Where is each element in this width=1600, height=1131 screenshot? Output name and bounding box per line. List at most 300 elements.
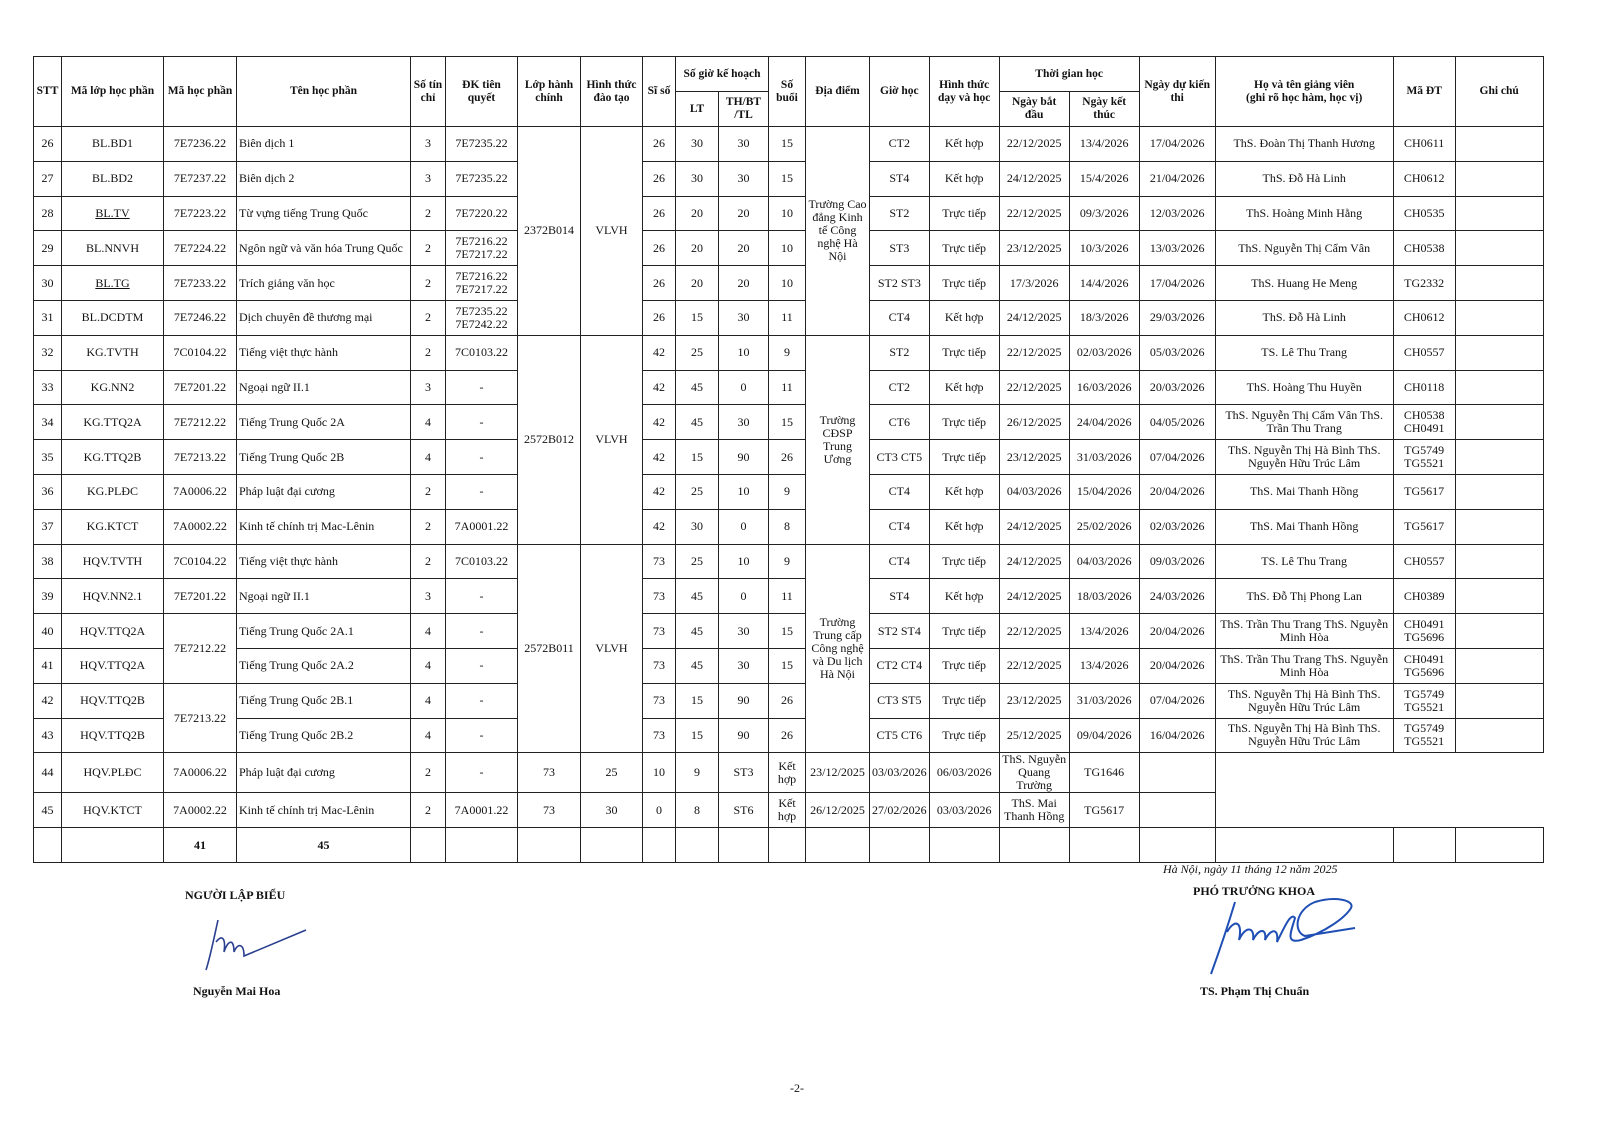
cell-ma-dt: CH0612 <box>1393 300 1455 335</box>
cell-so-tin: 4 <box>411 648 446 683</box>
cell-gio-hoc: CT6 <box>870 405 930 440</box>
cell-giang-vien: ThS. Đỗ Hà Linh <box>1215 300 1393 335</box>
cell-giang-vien: ThS. Trần Thu Trang ThS. Nguyễn Minh Hòa <box>1215 648 1393 683</box>
cell-th: 10 <box>719 474 769 509</box>
cell-ma-lop: HQV.PLĐC <box>62 753 164 793</box>
cell-so-tin: 3 <box>411 579 446 614</box>
table-row <box>34 718 1544 753</box>
cell-ma-hp: 7C0104.22 <box>164 335 237 370</box>
cell-empty <box>929 828 999 863</box>
cell-so-tin: 2 <box>411 474 446 509</box>
cell-ma-hp: 7E7201.22 <box>164 370 237 405</box>
cell-hinh-thuc-dh: Trực tiếp <box>929 544 999 579</box>
cell-th: 10 <box>643 753 676 793</box>
cell-so-buoi: 10 <box>769 266 806 301</box>
cell-so-tin: 2 <box>411 793 446 828</box>
cell-ma-dt: TG5617 <box>1069 793 1139 828</box>
cell-lt: 20 <box>676 231 719 266</box>
cell-ket-thuc: 03/03/2026 <box>870 753 930 793</box>
cell-bat-dau: 24/12/2025 <box>999 300 1069 335</box>
cell-si-so: 73 <box>643 544 676 579</box>
cell-ngay-thi: 20/04/2026 <box>1139 614 1215 649</box>
cell-ghi-chu <box>1455 683 1543 718</box>
cell-stt: 37 <box>34 509 62 544</box>
cell-giang-vien: ThS. Đỗ Hà Linh <box>1215 161 1393 196</box>
cell-so-tin: 2 <box>411 509 446 544</box>
cell-gio-hoc: ST4 <box>870 579 930 614</box>
cell-ten-hp: Biên dịch 1 <box>237 127 411 162</box>
cell-ket-thuc: 04/03/2026 <box>1069 544 1139 579</box>
cell-so-buoi: 9 <box>769 335 806 370</box>
cell-so-tin: 2 <box>411 266 446 301</box>
cell-ma-dt: CH0538 <box>1393 231 1455 266</box>
table-row <box>34 509 1544 544</box>
cell-hinh-thuc-dh: Kết hợp <box>929 509 999 544</box>
header-si-so: Sĩ số <box>643 57 676 127</box>
cell-ngay-thi: 17/04/2026 <box>1139 266 1215 301</box>
cell-so-tin: 2 <box>411 300 446 335</box>
header-th: TH/BT /TL <box>719 92 769 127</box>
cell-hinh-thuc-dh: Kết hợp <box>769 793 806 828</box>
cell-gio-hoc: CT2 <box>870 127 930 162</box>
cell-ngay-thi: 06/03/2026 <box>929 753 999 793</box>
cell-gio-hoc: CT4 <box>870 509 930 544</box>
cell-si-so: 42 <box>643 474 676 509</box>
cell-ghi-chu <box>1139 793 1215 828</box>
cell-ma-dt: CH0491 TG5696 <box>1393 648 1455 683</box>
cell-ma-lop: HQV.KTCT <box>62 793 164 828</box>
cell-so-tin: 2 <box>411 753 446 793</box>
cell-si-so: 42 <box>643 335 676 370</box>
cell-so-buoi: 8 <box>769 509 806 544</box>
cell-ma-lop: BL.BD2 <box>62 161 164 196</box>
cell-lt: 45 <box>676 579 719 614</box>
cell-hinh-thuc-dh: Trực tiếp <box>929 614 999 649</box>
cell-si-so: 26 <box>643 231 676 266</box>
cell-gio-hoc: CT4 <box>870 474 930 509</box>
cell-dk: - <box>446 579 518 614</box>
cell-hinh-thuc-dh: Kết hợp <box>929 370 999 405</box>
table-row <box>34 648 1544 683</box>
cell-ma-lop: HQV.TVTH <box>62 544 164 579</box>
cell-empty <box>999 828 1069 863</box>
cell-si-so: 42 <box>643 370 676 405</box>
cell-ten-hp: Từ vựng tiếng Trung Quốc <box>237 196 411 231</box>
table-row <box>34 683 1544 718</box>
cell-ma-hp: 7A0002.22 <box>164 793 237 828</box>
cell-dk: - <box>446 440 518 475</box>
cell-stt: 34 <box>34 405 62 440</box>
cell-ma-lop: HQV.TTQ2A <box>62 614 164 649</box>
cell-ghi-chu <box>1455 196 1543 231</box>
cell-dk: 7E7235.22 <box>446 127 518 162</box>
totals-row <box>34 828 1544 863</box>
cell-so-buoi: 8 <box>676 793 719 828</box>
cell-ket-thuc: 09/3/2026 <box>1069 196 1139 231</box>
cell-hinh-thuc-dh: Trực tiếp <box>929 231 999 266</box>
cell-gio-hoc: CT2 <box>870 370 930 405</box>
cell-ma-hp: 7A0006.22 <box>164 753 237 793</box>
cell-ngay-thi: 24/03/2026 <box>1139 579 1215 614</box>
cell-dk: 7E7220.22 <box>446 196 518 231</box>
cell-ket-thuc: 27/02/2026 <box>870 793 930 828</box>
cell-stt: 28 <box>34 196 62 231</box>
cell-ma-lop: KG.TVTH <box>62 335 164 370</box>
cell-stt: 26 <box>34 127 62 162</box>
cell-ma-hp: 7E7224.22 <box>164 231 237 266</box>
cell-stt: 41 <box>34 648 62 683</box>
cell-ma-hp: 7E7246.22 <box>164 300 237 335</box>
cell-lop-hc: 2572B011 <box>518 544 581 753</box>
cell-so-buoi: 15 <box>769 405 806 440</box>
cell-ma-lop: KG.TTQ2B <box>62 440 164 475</box>
cell-ngay-thi: 17/04/2026 <box>1139 127 1215 162</box>
cell-ngay-thi: 12/03/2026 <box>1139 196 1215 231</box>
cell-si-so: 73 <box>643 614 676 649</box>
cell-stt: 44 <box>34 753 62 793</box>
cell-bat-dau: 22/12/2025 <box>999 127 1069 162</box>
cell-lt: 25 <box>676 335 719 370</box>
cell-ma-lop: BL.TG <box>62 266 164 301</box>
page-number: -2- <box>790 1081 804 1095</box>
cell-ma-hp: 7E7212.22 <box>164 614 237 684</box>
cell-empty <box>719 828 769 863</box>
cell-ngay-thi: 09/03/2026 <box>1139 544 1215 579</box>
header-so-tin: Số tín chỉ <box>411 57 446 127</box>
cell-so-tin: 2 <box>411 196 446 231</box>
cell-ma-lop: KG.TTQ2A <box>62 405 164 440</box>
cell-ma-lop: KG.KTCT <box>62 509 164 544</box>
cell-ma-lop: HQV.NN2.1 <box>62 579 164 614</box>
cell-ket-thuc: 18/03/2026 <box>1069 579 1139 614</box>
cell-giang-vien: ThS. Nguyễn Thị Hà Bình ThS. Nguyễn Hữu Trúc Lâm <box>1215 683 1393 718</box>
cell-ket-thuc: 13/4/2026 <box>1069 127 1139 162</box>
cell-ket-thuc: 18/3/2026 <box>1069 300 1139 335</box>
cell-bat-dau: 23/12/2025 <box>999 440 1069 475</box>
cell-dk: 7E7235.22 7E7242.22 <box>446 300 518 335</box>
table-row <box>34 793 1544 828</box>
cell-lt: 45 <box>676 648 719 683</box>
cell-so-buoi: 15 <box>769 614 806 649</box>
cell-giang-vien: ThS. Huang He Meng <box>1215 266 1393 301</box>
cell-dia-diem: Trường Trung cấp Công nghệ và Du lịch Hà Nội <box>806 544 870 753</box>
cell-giang-vien: ThS. Nguyễn Thị Cẩm Vân <box>1215 231 1393 266</box>
table-row <box>34 405 1544 440</box>
cell-ma-dt: CH0491 TG5696 <box>1393 614 1455 649</box>
cell-gio-hoc: ST2 <box>870 196 930 231</box>
header-ten-hp: Tên học phần <box>237 57 411 127</box>
cell-so-tin: 4 <box>411 440 446 475</box>
cell-th: 0 <box>643 793 676 828</box>
cell-so-tin: 2 <box>411 544 446 579</box>
cell-gio-hoc: CT3 CT5 <box>870 440 930 475</box>
cell-ghi-chu <box>1455 127 1543 162</box>
cell-lt: 25 <box>676 544 719 579</box>
cell-lt: 30 <box>581 793 643 828</box>
cell-so-buoi: 26 <box>769 718 806 753</box>
cell-gio-hoc: ST6 <box>719 793 769 828</box>
cell-hinh-thuc-dt: VLVH <box>581 127 643 336</box>
cell-ma-hp: 7E7212.22 <box>164 405 237 440</box>
cell-lop-hc: 2372B014 <box>518 127 581 336</box>
header-bat-dau: Ngày bắt đầu <box>999 92 1069 127</box>
cell-giang-vien: ThS. Đỗ Thị Phong Lan <box>1215 579 1393 614</box>
table-row <box>34 196 1544 231</box>
header-giang-vien-sub: (ghi rõ học hàm, học vị) <box>1246 91 1363 104</box>
left-sign-title: NGƯỜI LẬP BIỂU <box>185 888 286 902</box>
header-giang-vien <box>1215 57 1393 127</box>
header-thoi-gian: Thời gian học <box>999 57 1139 92</box>
header-ma-dt: Mã ĐT <box>1393 57 1455 127</box>
table-body <box>34 127 1544 863</box>
cell-giang-vien: ThS. Mai Thanh Hồng <box>1215 509 1393 544</box>
cell-ten-hp: Tiếng Trung Quốc 2B.2 <box>237 718 411 753</box>
cell-ma-dt: TG5749 TG5521 <box>1393 718 1455 753</box>
table-row <box>34 300 1544 335</box>
cell-ket-thuc: 15/4/2026 <box>1069 161 1139 196</box>
cell-ghi-chu <box>1455 544 1543 579</box>
cell-ket-thuc: 16/03/2026 <box>1069 370 1139 405</box>
cell-ma-lop: BL.NNVH <box>62 231 164 266</box>
cell-ma-hp: 7E7213.22 <box>164 440 237 475</box>
cell-empty <box>62 828 164 863</box>
cell-ten-hp: Biên dịch 2 <box>237 161 411 196</box>
cell-dk: - <box>446 474 518 509</box>
cell-lt: 15 <box>676 718 719 753</box>
cell-giang-vien: ThS. Nguyễn Quang Trường <box>999 753 1069 793</box>
cell-empty <box>1069 828 1139 863</box>
cell-ma-hp: 7E7237.22 <box>164 161 237 196</box>
cell-ten-hp: Dịch chuyên đề thương mại <box>237 300 411 335</box>
cell-stt: 43 <box>34 718 62 753</box>
table-row <box>34 370 1544 405</box>
cell-so-buoi: 15 <box>769 161 806 196</box>
cell-th: 30 <box>719 648 769 683</box>
cell-bat-dau: 24/12/2025 <box>999 579 1069 614</box>
cell-ghi-chu <box>1455 231 1543 266</box>
cell-empty <box>1393 828 1455 863</box>
cell-bat-dau: 23/12/2025 <box>999 683 1069 718</box>
cell-ten-hp: Kinh tế chính trị Mac-Lênin <box>237 793 411 828</box>
cell-bat-dau: 24/12/2025 <box>999 544 1069 579</box>
cell-giang-vien: ThS. Mai Thanh Hồng <box>1215 474 1393 509</box>
cell-so-buoi: 26 <box>769 440 806 475</box>
cell-empty <box>870 828 930 863</box>
cell-ngay-thi: 03/03/2026 <box>929 793 999 828</box>
header-dk: ĐK tiên quyết <box>446 57 518 127</box>
cell-bat-dau: 24/12/2025 <box>999 509 1069 544</box>
cell-bat-dau: 23/12/2025 <box>806 753 870 793</box>
cell-th: 30 <box>719 127 769 162</box>
table-row <box>34 474 1544 509</box>
cell-ten-hp: Tiếng Trung Quốc 2B.1 <box>237 683 411 718</box>
cell-dk: 7E7235.22 <box>446 161 518 196</box>
cell-si-so: 26 <box>643 127 676 162</box>
header-gio-hoc: Giờ học <box>870 57 930 127</box>
cell-ket-thuc: 13/4/2026 <box>1069 648 1139 683</box>
cell-so-tin: 3 <box>411 127 446 162</box>
cell-ngay-thi: 21/04/2026 <box>1139 161 1215 196</box>
cell-stt: 40 <box>34 614 62 649</box>
cell-ten-hp: Tiếng việt thực hành <box>237 544 411 579</box>
header-ket-thuc: Ngày kết thúc <box>1069 92 1139 127</box>
cell-gio-hoc: ST2 ST4 <box>870 614 930 649</box>
cell-ten-hp: Tiếng Trung Quốc 2A.2 <box>237 648 411 683</box>
header-lt: LT <box>676 92 719 127</box>
cell-so-tin: 3 <box>411 370 446 405</box>
cell-ghi-chu <box>1455 161 1543 196</box>
cell-ten-hp: Tiếng Trung Quốc 2B <box>237 440 411 475</box>
right-sign-title: PHÓ TRƯỞNG KHOA <box>1193 884 1316 898</box>
cell-ngay-thi: 07/04/2026 <box>1139 440 1215 475</box>
cell-ghi-chu <box>1455 509 1543 544</box>
cell-ket-thuc: 14/4/2026 <box>1069 266 1139 301</box>
cell-so-tin: 4 <box>411 718 446 753</box>
cell-ma-lop: BL.DCDTM <box>62 300 164 335</box>
cell-stt: 42 <box>34 683 62 718</box>
cell-so-tin: 4 <box>411 405 446 440</box>
cell-giang-vien: ThS. Trần Thu Trang ThS. Nguyễn Minh Hòa <box>1215 614 1393 649</box>
cell-si-so: 42 <box>643 509 676 544</box>
cell-so-tin: 4 <box>411 683 446 718</box>
cell-ghi-chu <box>1139 753 1215 793</box>
cell-giang-vien: ThS. Mai Thanh Hồng <box>999 793 1069 828</box>
cell-ghi-chu <box>1455 474 1543 509</box>
cell-hinh-thuc-dh: Trực tiếp <box>929 718 999 753</box>
cell-hinh-thuc-dh: Trực tiếp <box>929 683 999 718</box>
cell-bat-dau: 26/12/2025 <box>999 405 1069 440</box>
cell-ma-dt: CH0389 <box>1393 579 1455 614</box>
header-ma-hp: Mã học phần <box>164 57 237 127</box>
table-row <box>34 127 1544 162</box>
cell-ma-dt: CH0118 <box>1393 370 1455 405</box>
cell-ngay-thi: 29/03/2026 <box>1139 300 1215 335</box>
table-row <box>34 335 1544 370</box>
cell-empty <box>518 828 581 863</box>
cell-hinh-thuc-dh: Trực tiếp <box>929 440 999 475</box>
cell-ma-dt: TG5617 <box>1393 509 1455 544</box>
cell-stt: 29 <box>34 231 62 266</box>
cell-bat-dau: 22/12/2025 <box>999 648 1069 683</box>
cell-ngay-thi: 13/03/2026 <box>1139 231 1215 266</box>
cell-bat-dau: 26/12/2025 <box>806 793 870 828</box>
cell-ghi-chu <box>1455 440 1543 475</box>
cell-gio-hoc: CT4 <box>870 300 930 335</box>
table-row <box>34 440 1544 475</box>
cell-stt: 39 <box>34 579 62 614</box>
schedule-table <box>33 56 1544 863</box>
cell-bat-dau: 23/12/2025 <box>999 231 1069 266</box>
cell-dk: 7A0001.22 <box>446 509 518 544</box>
cell-so-tin: 2 <box>411 335 446 370</box>
cell-so-buoi: 15 <box>769 127 806 162</box>
cell-dk: - <box>446 648 518 683</box>
cell-ma-hp: 7E7223.22 <box>164 196 237 231</box>
header-stt: STT <box>34 57 62 127</box>
header-ma-lop: Mã lớp học phần <box>62 57 164 127</box>
cell-ten-hp: Tiếng Trung Quốc 2A <box>237 405 411 440</box>
cell-si-so: 73 <box>518 793 581 828</box>
cell-dk: 7E7216.22 7E7217.22 <box>446 231 518 266</box>
cell-so-buoi: 10 <box>769 231 806 266</box>
cell-giang-vien: TS. Lê Thu Trang <box>1215 335 1393 370</box>
total-ten-hp: 45 <box>237 828 411 863</box>
cell-bat-dau: 22/12/2025 <box>999 370 1069 405</box>
cell-lt: 15 <box>676 683 719 718</box>
cell-ma-dt: CH0612 <box>1393 161 1455 196</box>
left-sign-name: Nguyễn Mai Hoa <box>193 984 281 998</box>
cell-lt: 25 <box>581 753 643 793</box>
cell-ma-hp: 7E7233.22 <box>164 266 237 301</box>
cell-empty <box>1139 828 1215 863</box>
cell-hinh-thuc-dh: Kết hợp <box>929 474 999 509</box>
cell-so-buoi: 15 <box>769 648 806 683</box>
cell-so-buoi: 26 <box>769 683 806 718</box>
cell-empty <box>581 828 643 863</box>
cell-so-tin: 4 <box>411 614 446 649</box>
cell-ghi-chu <box>1455 648 1543 683</box>
cell-ket-thuc: 10/3/2026 <box>1069 231 1139 266</box>
cell-dk: - <box>446 718 518 753</box>
cell-th: 30 <box>719 614 769 649</box>
cell-so-tin: 2 <box>411 231 446 266</box>
cell-ma-hp: 7E7213.22 <box>164 683 237 753</box>
table-row <box>34 544 1544 579</box>
cell-ghi-chu <box>1455 370 1543 405</box>
cell-th: 10 <box>719 335 769 370</box>
cell-ket-thuc: 24/04/2026 <box>1069 405 1139 440</box>
cell-gio-hoc: ST4 <box>870 161 930 196</box>
cell-gio-hoc: ST3 <box>870 231 930 266</box>
cell-th: 90 <box>719 683 769 718</box>
header-giang-vien-title: Họ và tên giảng viên <box>1254 78 1355 91</box>
cell-ket-thuc: 25/02/2026 <box>1069 509 1139 544</box>
cell-ma-dt: CH0538 CH0491 <box>1393 405 1455 440</box>
cell-hinh-thuc-dt: VLVH <box>581 544 643 753</box>
cell-th: 0 <box>719 509 769 544</box>
cell-so-buoi: 9 <box>676 753 719 793</box>
cell-ma-lop: HQV.TTQ2A <box>62 648 164 683</box>
header-ngay-thi: Ngày dự kiến thi <box>1139 57 1215 127</box>
cell-si-so: 26 <box>643 196 676 231</box>
cell-stt: 36 <box>34 474 62 509</box>
cell-ngay-thi: 20/03/2026 <box>1139 370 1215 405</box>
cell-stt: 27 <box>34 161 62 196</box>
cell-gio-hoc: ST3 <box>719 753 769 793</box>
cell-ngay-thi: 20/04/2026 <box>1139 648 1215 683</box>
cell-dk: 7C0103.22 <box>446 544 518 579</box>
cell-so-buoi: 9 <box>769 544 806 579</box>
cell-ket-thuc: 02/03/2026 <box>1069 335 1139 370</box>
cell-giang-vien: ThS. Nguyễn Thị Hà Bình ThS. Nguyễn Hữu Trúc Lâm <box>1215 718 1393 753</box>
cell-empty <box>769 828 806 863</box>
cell-th: 20 <box>719 266 769 301</box>
cell-hinh-thuc-dh: Trực tiếp <box>929 648 999 683</box>
cell-ma-hp: 7C0104.22 <box>164 544 237 579</box>
cell-hinh-thuc-dh: Kết hợp <box>929 161 999 196</box>
cell-dk: 7E7216.22 7E7217.22 <box>446 266 518 301</box>
cell-lt: 45 <box>676 614 719 649</box>
cell-lt: 15 <box>676 300 719 335</box>
cell-si-so: 73 <box>643 648 676 683</box>
cell-ngay-thi: 02/03/2026 <box>1139 509 1215 544</box>
cell-ma-dt: CH0557 <box>1393 335 1455 370</box>
cell-lop-hc: 2572B012 <box>518 335 581 544</box>
cell-so-buoi: 11 <box>769 579 806 614</box>
cell-ma-hp: 7E7201.22 <box>164 579 237 614</box>
table-row <box>34 266 1544 301</box>
cell-ghi-chu <box>1455 335 1543 370</box>
